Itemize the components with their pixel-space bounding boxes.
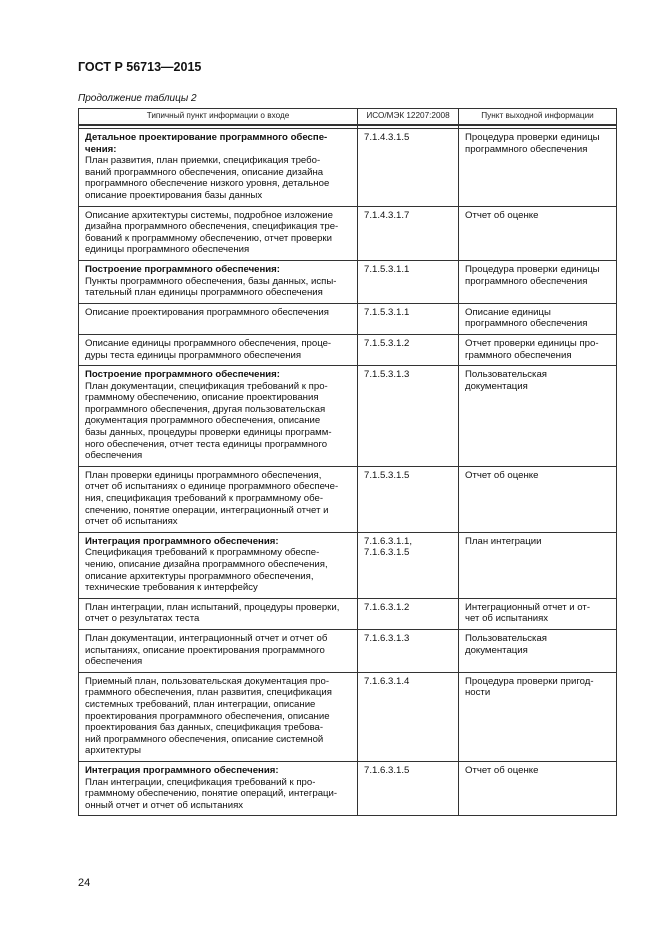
table-row	[79, 303, 617, 334]
output-cell: Отчет об оценке	[459, 761, 617, 815]
table-row	[79, 761, 617, 815]
group-heading: Построение программного обеспечения:	[85, 369, 280, 381]
table-header-row	[79, 109, 617, 126]
input-text: Пункты программного обеспечения, базы данных, испы- тательный план единицы программного обеспечения	[85, 275, 337, 299]
table-row	[79, 334, 617, 365]
output-cell: Пользовательская документация	[459, 366, 617, 467]
clause-cell: 7.1.6.3.1.4	[358, 672, 459, 761]
table-row	[79, 206, 617, 260]
input-cell	[79, 129, 358, 207]
output-cell: Отчет об оценке	[459, 466, 617, 532]
input-text: Спецификация требований к программному обеспе- чению, описание дизайна программного обеспечения, описание архитектуры программного обеспечения, технические требования к интерфейсу	[85, 547, 328, 594]
clause-cell: 7.1.4.3.1.5	[358, 129, 459, 207]
table-row	[79, 672, 617, 761]
clause-cell: 7.1.6.3.1.3	[358, 629, 459, 672]
clause-cell: 7.1.6.3.1.5	[358, 761, 459, 815]
group-heading: Интеграция программного обеспечения:	[85, 535, 279, 547]
page-number: 24	[78, 877, 91, 889]
input-cell	[79, 206, 358, 260]
input-text: План развития, план приемки, спецификация требо- ваний программного обеспечения, описание дизайна программного обеспечение низкого уровня, детальное описание проектирования базы данных	[85, 155, 330, 201]
info-table	[78, 108, 617, 816]
table-caption: Продолжение таблицы 2	[78, 93, 197, 104]
column-header-input: Типичный пункт информации о входе	[79, 109, 358, 126]
input-text: Приемный план, пользовательская документация про- граммного обеспечения, план развития, спецификация системных требований, план интеграции, описание проектирования программного обеспечения, описание проектирования баз данных, спецификация требова- ний программного обеспечения, описание системной архитектуры	[85, 675, 332, 757]
output-cell: Отчет проверки единицы про- граммного обеспечения	[459, 334, 617, 365]
input-cell	[79, 466, 358, 532]
output-cell: Интеграционный отчет и от- чет об испытаниях	[459, 598, 617, 629]
input-text: Описание архитектуры системы, подробное изложение дизайна программного обеспечения, спецификация тре- бований к программному обеспечению, отчет проверки единицы программного обеспечения	[85, 209, 339, 256]
output-cell: План интеграции	[459, 532, 617, 598]
table-row	[79, 366, 617, 467]
table-row	[79, 260, 617, 303]
output-cell: Отчет об оценке	[459, 206, 617, 260]
input-cell	[79, 672, 358, 761]
input-cell	[79, 260, 358, 303]
input-text: План проверки единицы программного обеспечения, отчет об испытаниях о единице программного обеспече- ния, спецификация требований к программному обе- спечению, понятие операции, интеграционный отчет и отчет об испытаниях	[85, 469, 339, 528]
column-header-output: Пункт выходной информации	[459, 109, 617, 126]
input-text: Описание единицы программного обеспечения, проце- дуры теста единицы программного обеспечения	[85, 337, 332, 361]
output-cell: Описание единицы программного обеспечения	[459, 303, 617, 334]
output-cell: Процедура проверки единицы программного обеспечения	[459, 129, 617, 207]
table-row	[79, 598, 617, 629]
clause-cell: 7.1.5.3.1.1	[358, 260, 459, 303]
output-cell: Пользовательская документация	[459, 629, 617, 672]
group-heading: Построение программного обеспечения:	[85, 263, 280, 275]
input-text: План документации, интеграционный отчет и отчет об испытаниях, описание проектирования программного обеспечения	[85, 632, 328, 668]
group-heading: Интеграция программного обеспечения:	[85, 764, 279, 776]
input-cell	[79, 366, 358, 467]
input-cell	[79, 598, 358, 629]
output-cell: Процедура проверки пригод- ности	[459, 672, 617, 761]
clause-cell: 7.1.4.3.1.7	[358, 206, 459, 260]
input-cell	[79, 532, 358, 598]
table-row	[79, 532, 617, 598]
clause-cell: 7.1.5.3.1.5	[358, 466, 459, 532]
group-heading: Детальное проектирование программного обеспе- чения:	[85, 132, 328, 155]
table-body	[79, 125, 617, 816]
input-cell	[79, 334, 358, 365]
clause-cell: 7.1.5.3.1.3	[358, 366, 459, 467]
table-row	[79, 129, 617, 207]
input-cell	[79, 303, 358, 334]
input-cell	[79, 761, 358, 815]
table-row	[79, 629, 617, 672]
input-text: План документации, спецификация требований к про- граммному обеспечению, описание проектирования программного обеспечения, другая пользовательская документация программного обеспечения, описание базы данных, процедуры проверки единицы программ- ного обеспечения, отчет теста единицы программного обеспечения	[85, 380, 332, 462]
clause-cell: 7.1.6.3.1.1, 7.1.6.3.1.5	[358, 532, 459, 598]
clause-cell: 7.1.5.3.1.2	[358, 334, 459, 365]
output-cell: Процедура проверки единицы программного обеспечения	[459, 260, 617, 303]
clause-cell: 7.1.5.3.1.1	[358, 303, 459, 334]
table-row	[79, 466, 617, 532]
clause-cell: 7.1.6.3.1.2	[358, 598, 459, 629]
input-text: План интеграции, план испытаний, процедуры проверки, отчет о результатах теста	[85, 601, 340, 625]
column-header-clause: ИСО/МЭК 12207:2008	[358, 109, 459, 126]
input-text: План интеграции, спецификация требований к про- граммному обеспечению, понятие операций, интеграци- онный отчет и отчет об испытаниях	[85, 776, 338, 811]
input-text: Описание проектирования программного обеспечения	[85, 306, 329, 318]
standard-code: ГОСТ Р 56713—2015	[78, 60, 202, 74]
input-cell	[79, 629, 358, 672]
